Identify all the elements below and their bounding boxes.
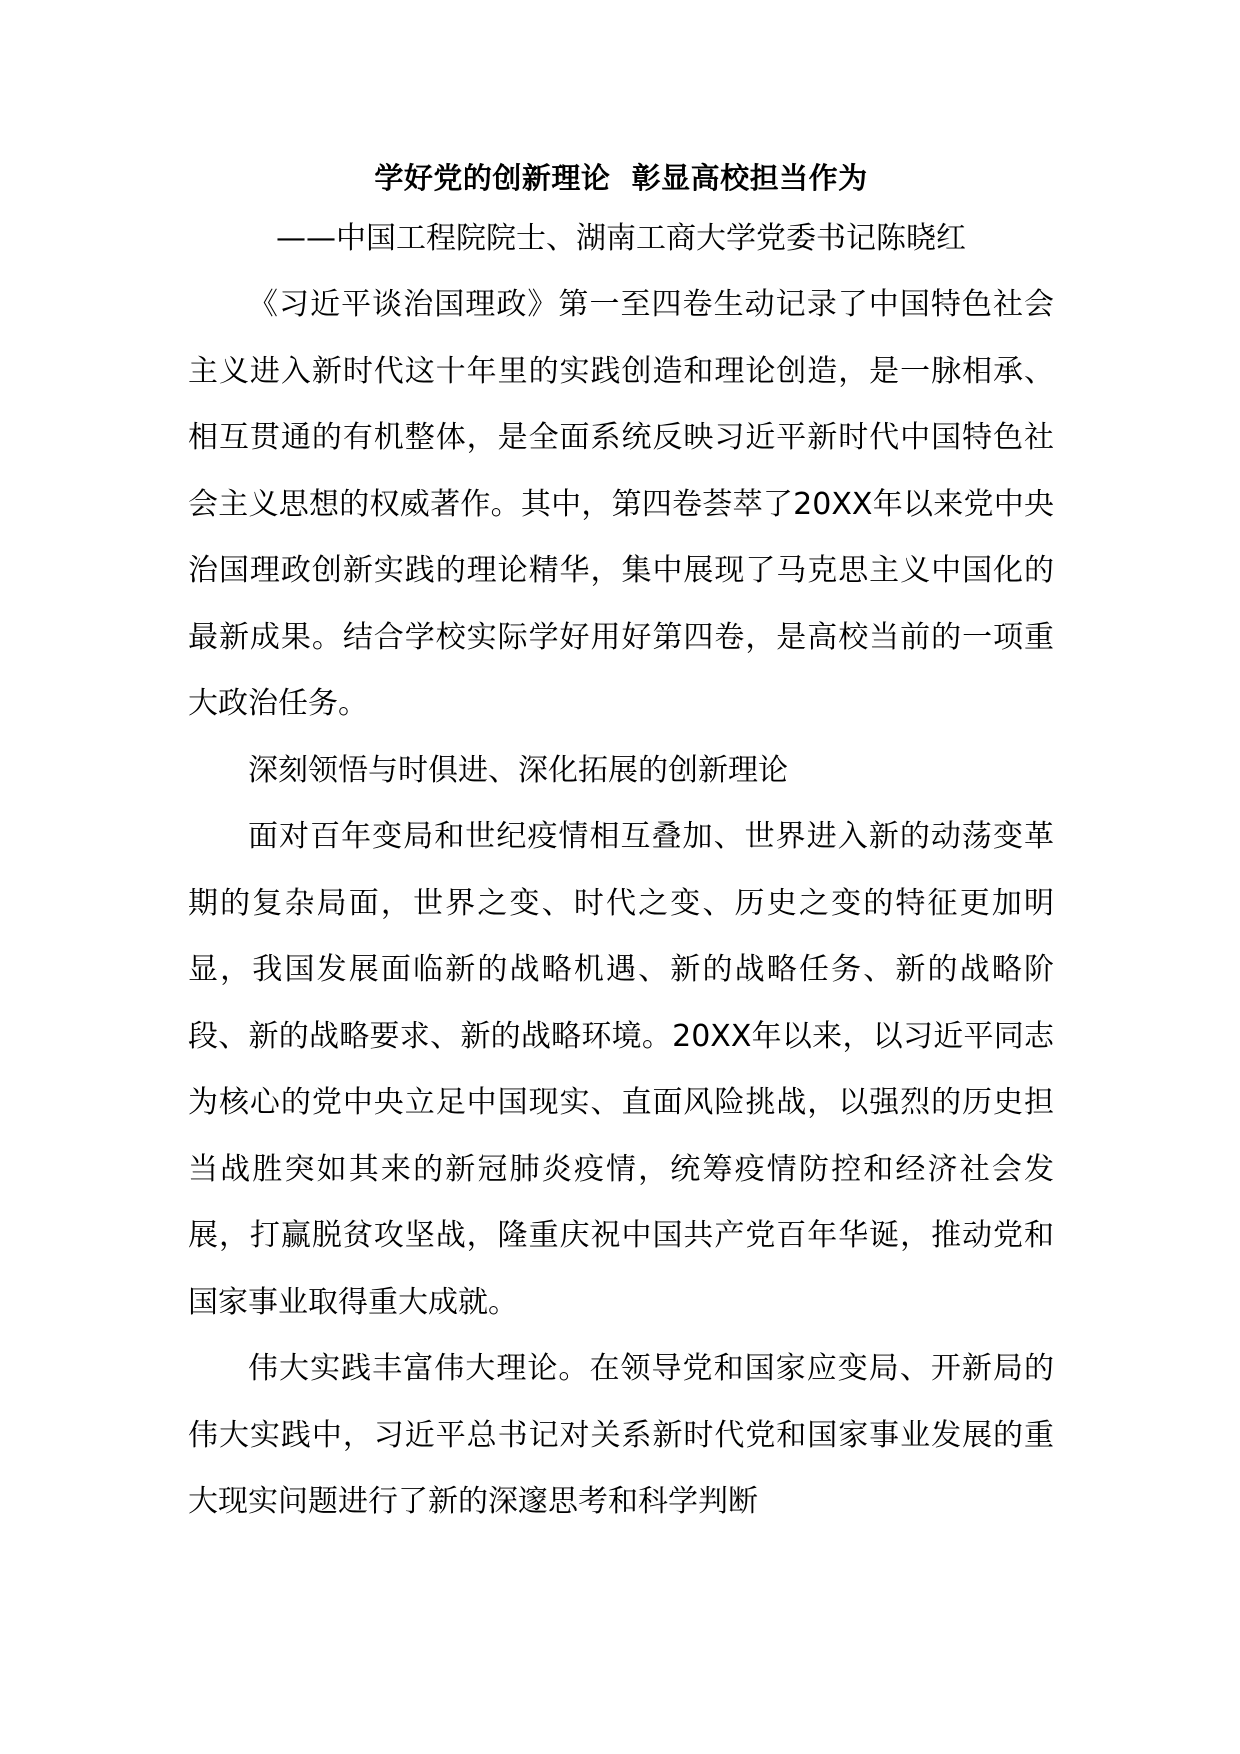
document-title: 学好党的创新理论 彰显高校担当作为 (374, 161, 868, 195)
paragraph-intro: 《习近平谈治国理政》第一至四卷生动记录了中国特色社会主义进入新时代这十年里的实践创造和理论创造，是一脉相承、相互贯通的有机整体，是全面系统反映习近平新时代中国特色社会主义思想的权威著作。其中，第四卷荟萃了20XX年以来党中央治国理政创新实践的理论精华，集中展现了马克思主义中国化的最新成果。结合学校实际学好用好第四卷，是高校当前的一项重大政治任务。 (188, 287, 1054, 721)
document-body (188, 150, 1054, 1536)
document-subtitle: ——中国工程院院士、湖南工商大学党委书记陈晓红 (276, 221, 966, 256)
paragraph-theory: 伟大实践丰富伟大理论。在领导党和国家应变局、开新局的伟大实践中，习近平总书记对关系新时代党和国家事业发展的重大现实问题进行了新的深邃思考和科学判断 (188, 1351, 1054, 1519)
paragraph-context: 面对百年变局和世纪疫情相互叠加、世界进入新的动荡变革期的复杂局面，世界之变、时代之变、历史之变的特征更加明显，我国发展面临新的战略机遇、新的战略任务、新的战略阶段、新的战略要求、新的战略环境。20XX年以来，以习近平同志为核心的党中央立足中国现实、直面风险挑战，以强烈的历史担当战胜突如其来的新冠肺炎疫情，统筹疫情防控和经济社会发展，打赢脱贫攻坚战，隆重庆祝中国共产党百年华诞，推动党和国家事业取得重大成就。 (188, 819, 1054, 1320)
section-heading: 深刻领悟与时俱进、深化拓展的创新理论 (248, 752, 788, 788)
